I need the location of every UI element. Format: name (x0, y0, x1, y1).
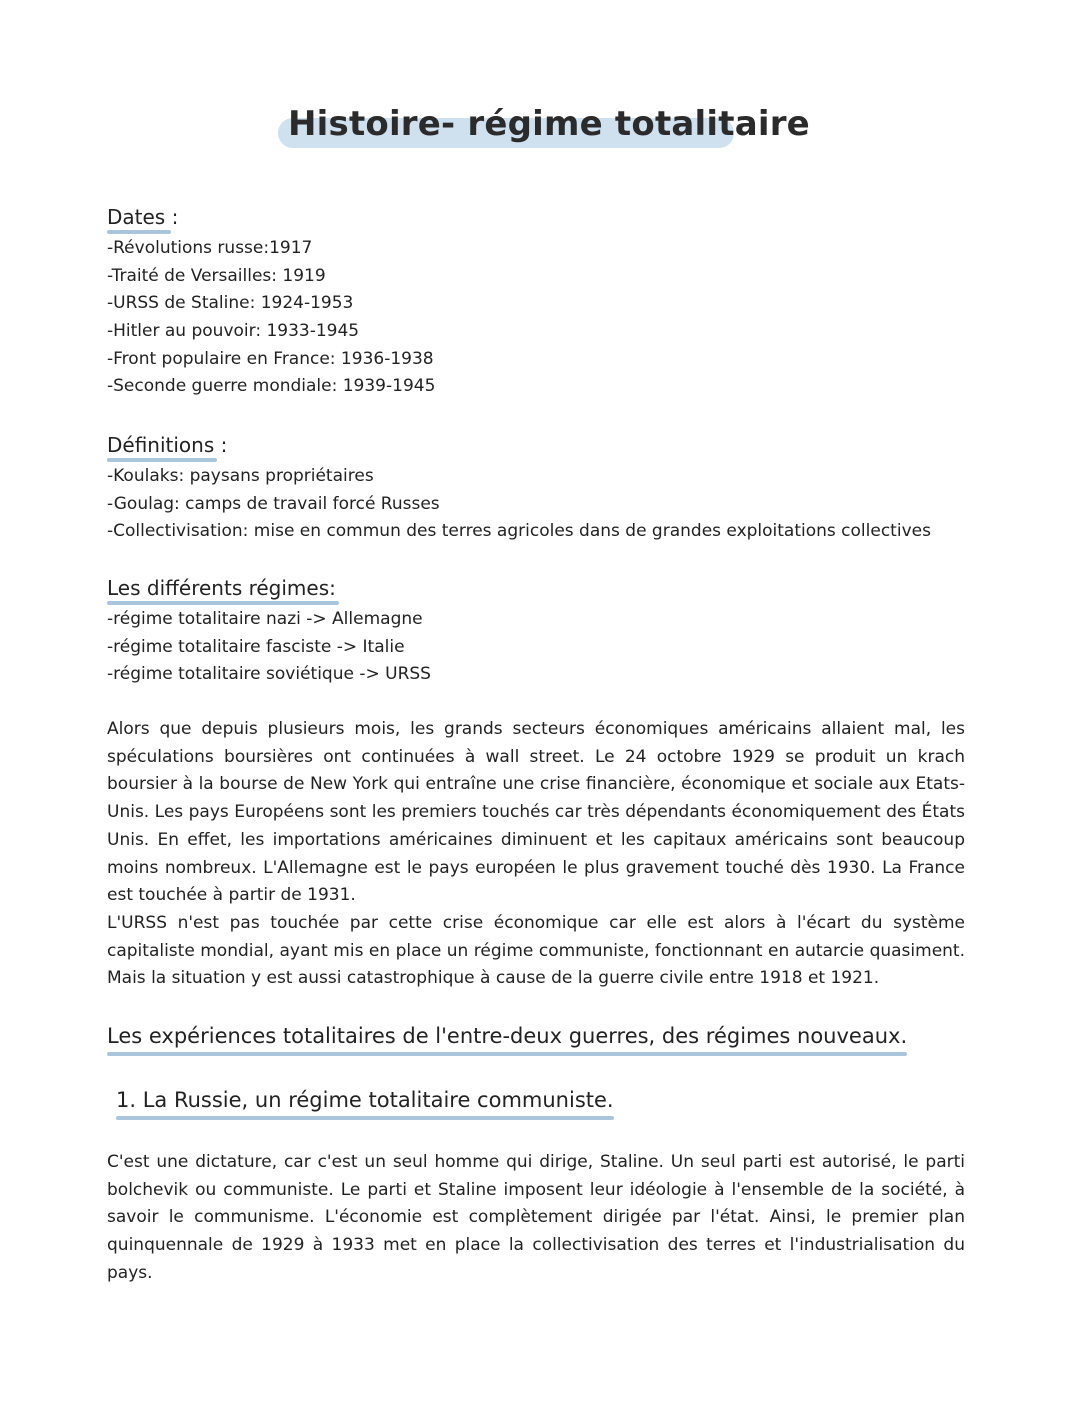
crisis-paragraph-1: Alors que depuis plusieurs mois, les grands secteurs économiques américains allaient mal, les spéculations boursières ont continuées à wall street. Le 24 octobre 1929 se produit un krach boursier à la bourse de New York qui entraîne une crise financière, économique et sociale aux Etats-Unis. Les pays Européens sont les premiers touchés car très dépendants économiquement des États Unis. En effet, les importations américaines diminuent et les capitaux américains sont beaucoup moins nombreux. L'Allemagne est le pays européen le plus gravement touché dès 1930. La France est touchée à partir de 1931. (107, 719, 965, 906)
date-item: -URSS de Staline: 1924-1953 (107, 293, 354, 314)
russia-heading (116, 1084, 614, 1116)
date-item: -Hitler au pouvoir: 1933-1945 (107, 321, 360, 342)
dates-heading-underline (107, 230, 171, 234)
date-item: -Révolutions russe:1917 (107, 238, 313, 258)
definition-item: -Collectivisation: mise en commun des terres agricoles dans de grandes exploitations collectives (107, 521, 931, 542)
experiences-heading (107, 1020, 907, 1052)
regime-item: -régime totalitaire soviétique -> URSS (107, 664, 431, 685)
date-item: -Traité de Versailles: 1919 (107, 265, 326, 286)
dates-heading-text: Dates : (107, 205, 179, 229)
definition-item: -Koulaks: paysans propriétaires (107, 466, 374, 486)
definitions-section (107, 430, 987, 546)
russia-heading-underline (116, 1116, 614, 1120)
definitions-heading-underline (107, 458, 217, 462)
dates-section (107, 202, 987, 401)
definition-item: -Goulag: camps de travail forcé Russes (107, 493, 440, 514)
regimes-heading (107, 573, 336, 603)
experiences-heading-underline (107, 1052, 907, 1056)
russia-heading-text: 1. La Russie, un régime totalitaire communiste. (116, 1088, 614, 1112)
regimes-section (107, 573, 987, 689)
regime-item: -régime totalitaire fasciste -> Italie (107, 636, 405, 657)
crisis-paragraph (107, 716, 965, 993)
definitions-heading-text: Définitions : (107, 433, 228, 457)
definitions-heading (107, 430, 227, 460)
date-item: -Seconde guerre mondiale: 1939-1945 (107, 376, 436, 397)
regimes-heading-underline (107, 601, 339, 605)
russia-text: C'est une dictature, car c'est un seul homme qui dirige, Staline. Un seul parti est autorisé, le parti bolchevik ou communiste. Le parti et Staline imposent leur idéologie à l'ensemble de la société, à savoir le communisme. L'économie est complètement dirigée par l'état. Ainsi, le premier plan quinquennale de 1929 à 1933 met en place la collectivisation des terres et l'industrialisation du pays. (107, 1152, 965, 1283)
regime-item: -régime totalitaire nazi -> Allemagne (107, 609, 423, 629)
page-title: Histoire- régime totalitaire (288, 104, 810, 144)
regimes-heading-text: Les différents régimes: (107, 576, 336, 600)
title-block (278, 104, 810, 156)
crisis-paragraph-2: L'URSS n'est pas touchée par cette crise économique car elle est alors à l'écart du système capitaliste mondial, ayant mis en place un régime communiste, fonctionnant en autarcie quasiment. Mais la situation y est aussi catastrophique à cause de la guerre civile entre 1918 et 1921. (107, 912, 965, 989)
date-item: -Front populaire en France: 1936-1938 (107, 348, 434, 369)
experiences-heading-text: Les expériences totalitaires de l'entre-deux guerres, des régimes nouveaux. (107, 1024, 908, 1048)
dates-heading (107, 202, 178, 232)
russia-paragraph (107, 1149, 965, 1288)
russia-heading-section (116, 1084, 996, 1116)
experiences-section (107, 1020, 987, 1052)
